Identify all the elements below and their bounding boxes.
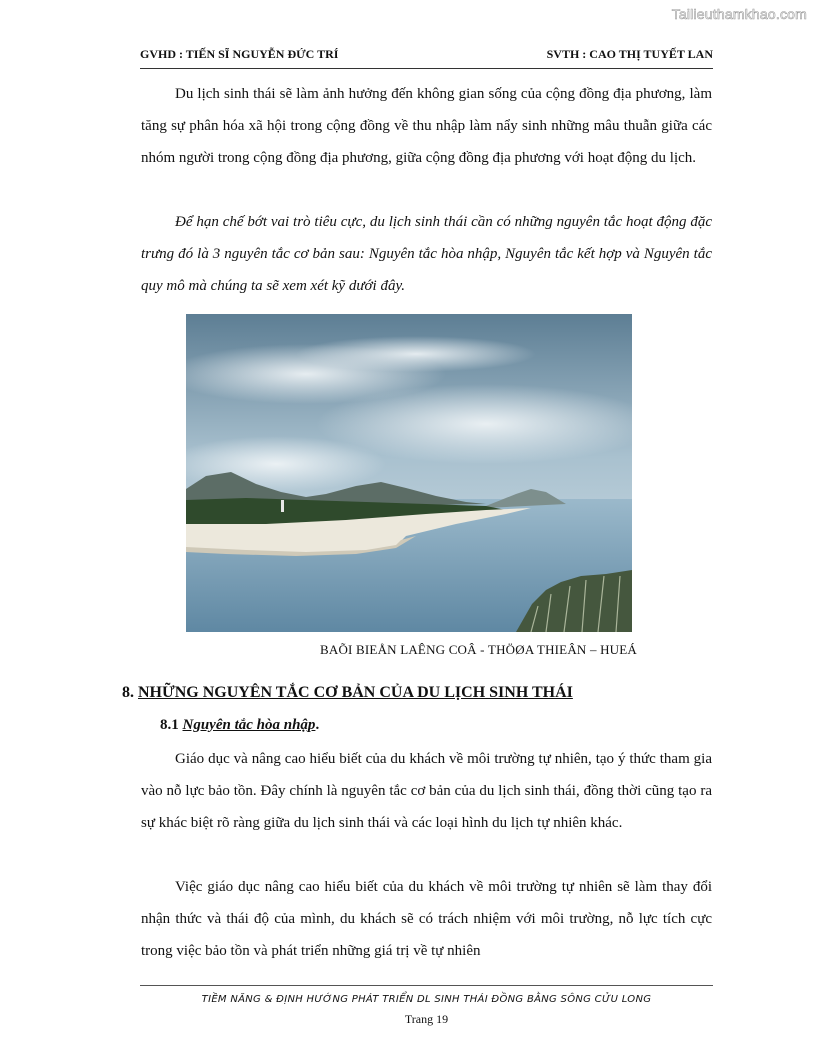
- section-8-heading: [122, 684, 573, 702]
- section-8-1-heading: [160, 717, 319, 734]
- header-advisor: GVHD : TIẾN SĨ NGUYỄN ĐỨC TRÍ: [140, 47, 339, 61]
- paragraph-2: Để hạn chế bớt vai trò tiêu cực, du lịch sinh thái cần có những nguyên tắc hoạt động đặc trưng đó là 3 nguyên tắc cơ bản sau: Nguyên tắc hòa nhập, Nguyên tắc kết hợp và Nguyên tắc quy mô mà chúng ta sẽ xem xét kỹ dưới đây.: [141, 214, 712, 294]
- section-8-title: NHỮNG NGUYÊN TẮC CƠ BẢN CỦA DU LỊCH SINH THÁI: [138, 684, 573, 701]
- footer-title: TIỀM NĂNG & ĐỊNH HƯỚNG PHÁT TRIỂN DL SINH THÁI ĐỒNG BẰNG SÔNG CỬU LONG: [201, 994, 652, 1005]
- paragraph-3: Giáo dục và nâng cao hiểu biết của du khách về môi trường tự nhiên, tạo ý thức tham gia vào nỗ lực bảo tồn. Đây chính là nguyên tắc cơ bản của du lịch sinh thái, đồng thời cũng tạo ra sự khác biệt rõ ràng giữa du lịch sinh thái và các loại hình du lịch tự nhiên khác.: [141, 751, 712, 831]
- photo-caption: BAÕI BIEÅN LAÊNG COÂ - THÖØA THIEÂN – HUEÁ: [320, 642, 638, 657]
- section-8-number: 8.: [122, 684, 134, 701]
- lang-co-beach-photo: [186, 314, 632, 632]
- footer-divider: [140, 985, 713, 986]
- page-header: [140, 47, 713, 69]
- watermark: Tailieuthamkhao.com: [671, 6, 807, 22]
- section-8-1-suffix: .: [315, 717, 320, 733]
- section-8-1-number: 8.1: [160, 717, 179, 733]
- section-8-1-title: Nguyên tắc hòa nhập: [182, 717, 316, 733]
- paragraph-4: Việc giáo dục nâng cao hiểu biết của du khách về môi trường tự nhiên sẽ làm thay đổi nhận thức và thái độ của mình, du khách sẽ có trách nhiệm với môi trường, nỗ lực tích cực trong việc bảo tồn và phát triển những giá trị về tự nhiên: [141, 879, 712, 959]
- header-student: SVTH : CAO THỊ TUYẾT LAN: [546, 47, 713, 61]
- page-number: Trang 19: [404, 1012, 449, 1026]
- paragraph-1: Du lịch sinh thái sẽ làm ảnh hưởng đến không gian sống của cộng đồng địa phương, làm tăng sự phân hóa xã hội trong cộng đồng về thu nhập làm nẩy sinh những mâu thuẫn giữa các nhóm người trong cộng đồng địa phương, giữa cộng đồng địa phương với hoạt động du lịch.: [141, 86, 712, 166]
